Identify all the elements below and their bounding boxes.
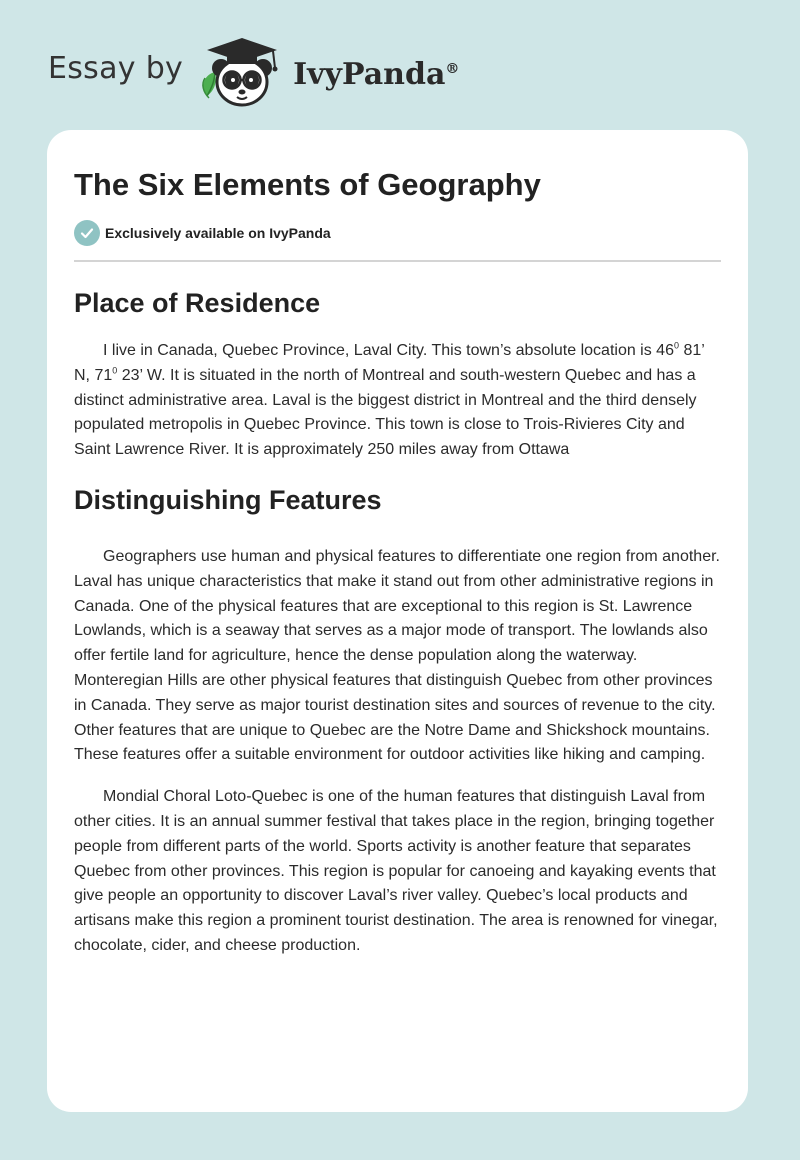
essay-card bbox=[47, 130, 748, 1112]
panda-graduate-icon[interactable] bbox=[197, 34, 287, 110]
exclusive-badge bbox=[74, 220, 721, 246]
paragraph-place-of-residence: I live in Canada, Quebec Province, Laval City. This town’s absolute location is $46^0$ 81’ N, $71^0$ 23’ W. It is situated in the north of Montreal and south-western Quebec and has a distinct administrative area. Laval is the biggest district in Montreal and the third densely populated metropolis in Quebec Province. This town is close to Trois-Rivieres City and Saint Lawrence River. It is approximately 250 miles away from Ottawa bbox=[74, 340, 705, 459]
site-header bbox=[48, 34, 459, 110]
exclusive-label: Exclusively available on IvyPanda bbox=[105, 225, 331, 241]
brand-name[interactable]: IvyPanda® bbox=[293, 56, 460, 92]
check-icon bbox=[74, 220, 100, 246]
page-title: The Six Elements of Geography bbox=[74, 167, 541, 202]
essay-by-label: Essay by bbox=[48, 50, 184, 86]
section-heading-place-of-residence: Place of Residence bbox=[74, 288, 321, 318]
paragraph-human-features: Mondial Choral Loto-Quebec is one of the human features that distinguish Laval from other cities. It is an annual summer festival that takes place in the region, bringing together people from different parts of the world. Sports activity is another feature that separates Quebec from other provinces. This region is popular for canoeing and kayaking events that give people an opportunity to discover Laval’s river valley. Quebec’s local products and artisans make this region a prominent tourist destination. The area is renowned for vinegar, chocolate, cider, and cheese production. bbox=[74, 788, 718, 954]
paragraph-physical-features: Geographers use human and physical features to differentiate one region from another. Laval has unique characteristics that make it stand out from other administrative regions in Canada. One of the physical features that are exceptional to this region is St. Lawrence Lowlands, which is a seaway that serves as a major mode of transport. The lowlands also offer fertile land for agriculture, hence the dense population along the waterway. Monteregian Hills are other physical features that distinguish Quebec from other provinces in Canada. They serve as major tourist destination sites and sources of revenue to the city. Other features that are unique to Quebec are the Notre Dame and Shickshock mountains. These features offer a suitable environment for outdoor activities like hiking and camping. bbox=[74, 547, 720, 764]
divider bbox=[74, 260, 721, 262]
section-heading-distinguishing-features: Distinguishing Features bbox=[74, 484, 382, 515]
